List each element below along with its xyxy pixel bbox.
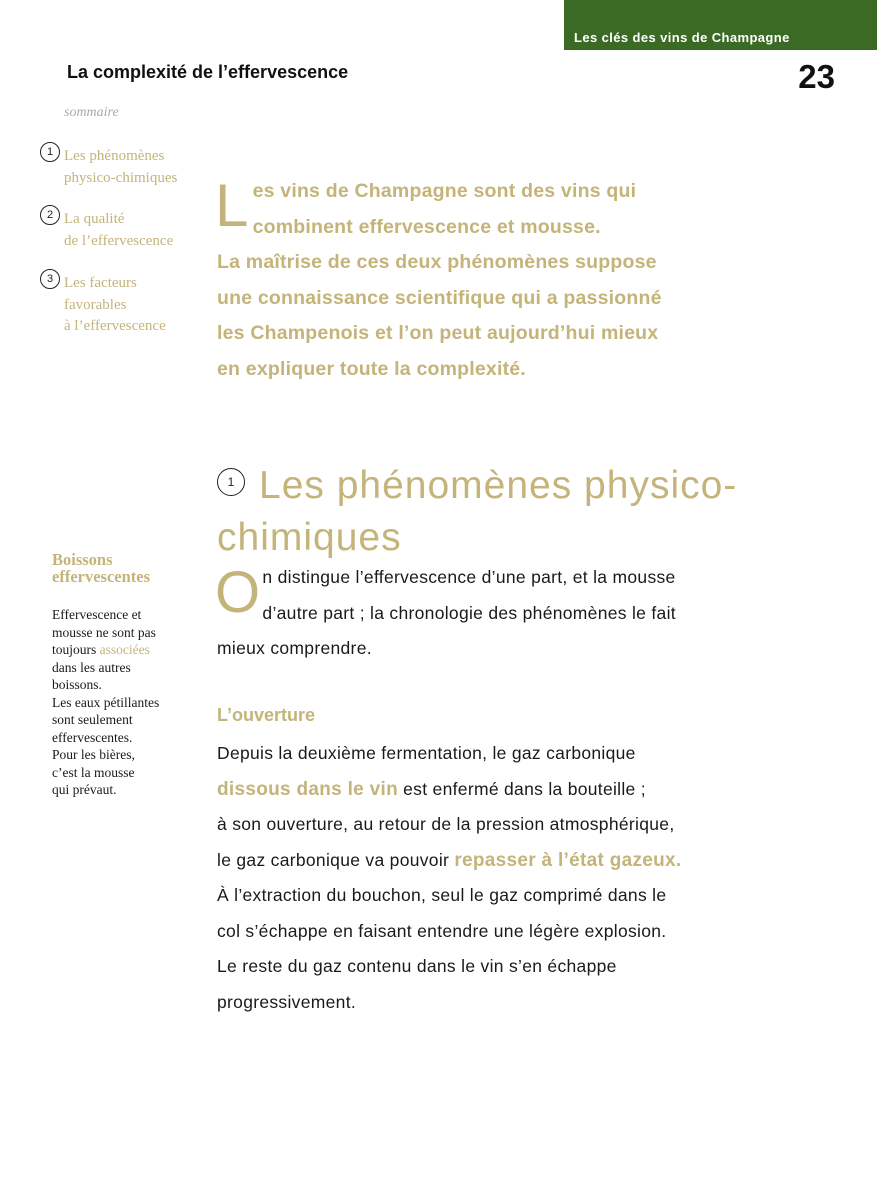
toc-number-badge: 2 xyxy=(40,205,60,225)
section-title-line2: chimiques xyxy=(217,516,402,559)
section-heading xyxy=(217,460,777,564)
highlight-repasser: repasser à l’état gazeux. xyxy=(454,849,682,871)
toc-number-badge: 3 xyxy=(40,269,60,289)
aside-text: Effervescence et mousse ne sont pas toujours associées dans les autres boissons. Les eaux pétillantes sont seulement effervescentes. Pour les bières, c’est la mousse qui prévaut. xyxy=(52,607,160,797)
toc-heading: sommaire xyxy=(64,105,119,120)
intro-drop-cap: L xyxy=(215,172,249,239)
toc-number-badge: 1 xyxy=(40,142,60,162)
toc-item-label: Les phénomènes physico-chimiques xyxy=(64,148,178,186)
section-title-line1: Les phénomènes physico- xyxy=(259,464,738,507)
toc-item-label: La qualité de l’effervescence xyxy=(64,211,174,249)
aside-highlight-associees: associées xyxy=(99,642,150,657)
chapter-title: La complexité de l’effervescence xyxy=(67,62,349,82)
page-number: 23 xyxy=(798,58,835,95)
highlight-dissous: dissous dans le vin xyxy=(217,778,398,800)
intro-paragraph: L es vins de Champagne sont des vins qui combinent effervescence et mousse. La maîtrise de ces deux phénomènes suppose une connaissance scientifique qui a passionné les Champenois et l’on peut aujourd’hui mieux en expliquer toute la complexité. xyxy=(215,172,662,380)
toc-item-facteurs[interactable] xyxy=(40,273,205,338)
toc-item-physico-chimiques[interactable] xyxy=(40,146,205,189)
aside-title: Boissons effervescentes xyxy=(52,550,151,586)
lead-drop-cap: O xyxy=(215,560,261,625)
toc-item-label: Les facteurs favorables à l’effervescence xyxy=(64,275,166,334)
lead-paragraph: O n distingue l’effervescence d’une part, et la mousse d’autre part ; la chronologie des phénomènes le fait mieux comprendre. xyxy=(215,560,676,658)
series-header-tab xyxy=(564,0,877,50)
body-paragraph: Depuis la deuxième fermentation, le gaz carbonique dissous dans le vin est enfermé dans la bouteille ; à son ouverture, au retour de la pression atmosphérique, le gaz carbonique va pouvoir repasser à l’état gazeux. À l’extraction du bouchon, seul le gaz comprimé dans le col s’échappe en faisant entendre une légère explosion. Le reste du gaz contenu dans le vin s’en échappe progressivement. xyxy=(217,743,682,1012)
toc-item-qualite[interactable] xyxy=(40,209,205,252)
subheading-ouverture: L’ouverture xyxy=(217,705,316,725)
section-number-badge: 1 xyxy=(217,468,245,496)
series-title: Les clés des vins de Champagne xyxy=(574,30,790,45)
